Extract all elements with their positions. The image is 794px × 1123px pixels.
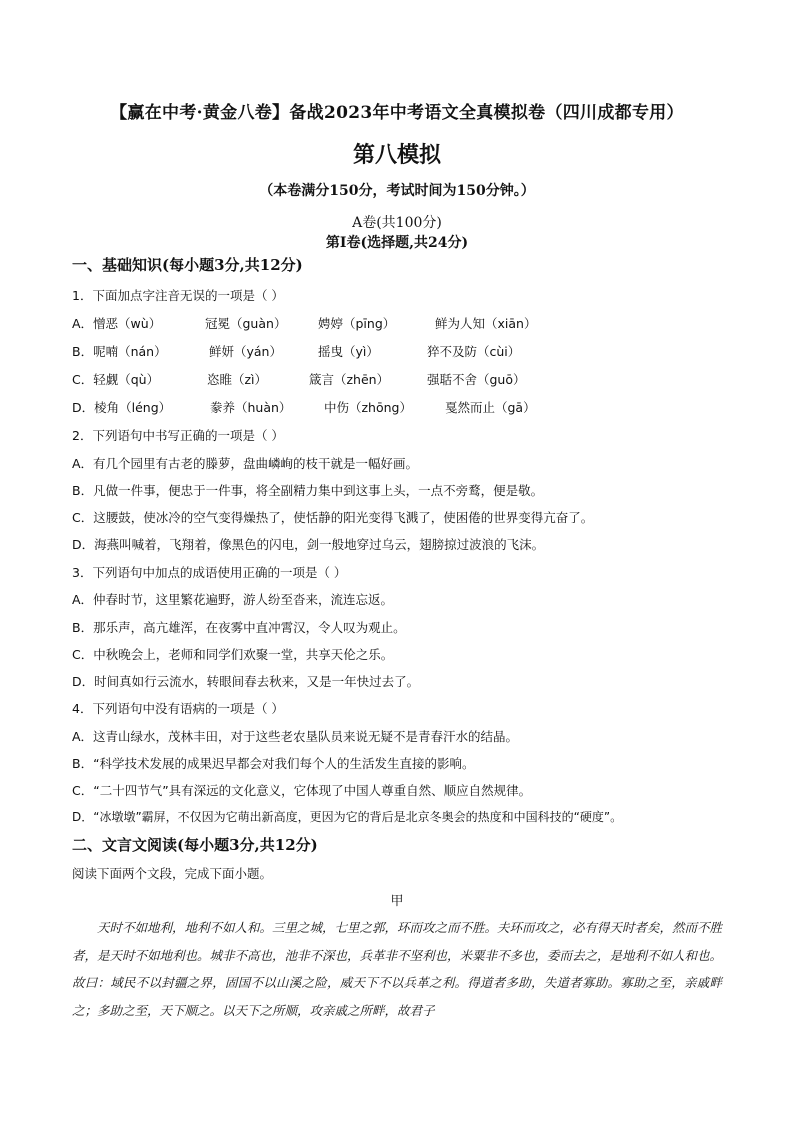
q3-option-d: D．时间真如行云流水，转眼间春去秋来，又是一年快过去了。 [72, 674, 420, 689]
q1-option-c [72, 370, 526, 388]
passage-text: 天时不如地利，地利不如人和。三里之城，七里之郭，环而攻之而不胜。夫环而攻之，必有得天时者矣，然而不胜者，是天时不如地利也。城非不高也，池非不深也，兵革非不坚利也，米粟非不多也，委而去之，是地利不如人和也。故曰：域民不以封疆之界，固国不以山溪之险，威天下不以兵革之利。得道者多助，失道者寡助。寡助之至，亲戚畔之；多助之至，天下顺之。以天下之所顺，攻亲戚之所畔，故君子 [72, 920, 723, 1018]
q4-option-d: D．“冰墩墩”霸屏，不仅因为它萌出新高度，更因为它的背后是北京冬奥会的热度和中国科技的“硬度”。 [72, 810, 623, 824]
q1-d-3: 中伤（zhōng） [324, 400, 412, 415]
q1-c-1: C．轻觑（qù） [72, 372, 160, 387]
section-2-heading: 二、文言文阅读(每小题3分,共12分) [72, 836, 318, 854]
exam-note: （本卷满分150分，考试时间为150分钟。） [259, 183, 535, 199]
q1-a-1: A．憎恶（wù） [72, 316, 162, 331]
q1-b-4: 猝不及防（cùi） [427, 344, 521, 359]
q3-stem: 3．下列语句中加点的成语使用正确的一项是（ ） [72, 565, 347, 580]
q1-b-2: 鲜妍（yán） [209, 344, 282, 359]
q2-option-b: B．凡做一件事，便忠于一件事，将全副精力集中到这事上头，一点不旁鹜，便是敬。 [72, 483, 544, 498]
q2-option-c: C．这腰鼓，使冰冷的空气变得燥热了，使恬静的阳光变得飞溅了，使困倦的世界变得亢奋了。 [72, 510, 594, 525]
q4-option-a: A．这青山绿水，茂林丰田，对于这些老农垦队员来说无疑不是青春汗水的结晶。 [72, 729, 519, 744]
q1-a-3: 娉婷（pīng） [318, 316, 396, 331]
exam-title: 【赢在中考·黄金八卷】备战2023年中考语文全真模拟卷（四川成都专用） [110, 103, 684, 123]
q3-option-c: C．中秋晚会上，老师和同学们欢聚一堂，共享天伦之乐。 [72, 647, 394, 662]
passage-label: 甲 [390, 894, 404, 909]
q1-option-d [72, 398, 536, 416]
q2-option-a: A．有几个园里有古老的滕萝，盘曲嶙峋的枝干就是一幅好画。 [72, 456, 419, 471]
q2-stem: 2．下列语句中书写正确的一项是（ ） [72, 428, 284, 443]
exam-subtitle: 第八模拟 [352, 142, 441, 168]
q4-option-c: C．“二十四节气”具有深远的文化意义，它体现了中国人尊重自然、顺应自然规律。 [72, 783, 532, 798]
q4-option-b: B．“科学技术发展的成果迟早都会对我们每个人的生活发生直接的影响。 [72, 756, 475, 771]
section-1-heading: 一、基础知识(每小题3分,共12分) [72, 256, 303, 274]
q1-c-4: 强聒不舍（guō） [427, 372, 526, 387]
q1-a-4: 鲜为人知（xiān） [435, 316, 537, 331]
q1-stem: 1．下面加点字注音无误的一项是（ ） [72, 288, 284, 303]
q2-option-d: D．海燕叫喊着，飞翔着，像黑色的闪电，剑一般地穿过乌云，翅膀掠过波浪的飞沫。 [72, 537, 545, 552]
q1-c-3: 箴言（zhēn） [309, 372, 390, 387]
q1-option-b [72, 342, 520, 360]
q1-d-1: D．棱角（léng） [72, 400, 172, 415]
q1-option-a [72, 314, 536, 332]
q3-option-a: A．仲春时节，这里繁花遍野，游人纷至沓来，流连忘返。 [72, 592, 394, 607]
part-a-heading: A卷(共100分) [352, 215, 442, 231]
q3-option-b: B．那乐声，高亢雄浑，在夜雾中直冲霄汉，令人叹为观止。 [72, 620, 406, 635]
q1-a-2: 冠冕（guàn） [205, 316, 287, 331]
q1-b-3: 摇曳（yì） [318, 344, 379, 359]
q1-d-4: 戛然而止（gā） [445, 400, 536, 415]
section-2-intro: 阅读下面两个文段，完成下面小题。 [72, 866, 273, 881]
q1-c-2: 恣睢（zì） [207, 372, 268, 387]
q4-stem: 4．下列语句中没有语病的一项是（ ） [72, 701, 284, 716]
q1-b-1: B．呢喃（nán） [72, 344, 167, 359]
q1-d-2: 豢养（huàn） [210, 400, 292, 415]
volume-1-heading: 第Ⅰ卷(选择题,共24分) [325, 235, 469, 251]
